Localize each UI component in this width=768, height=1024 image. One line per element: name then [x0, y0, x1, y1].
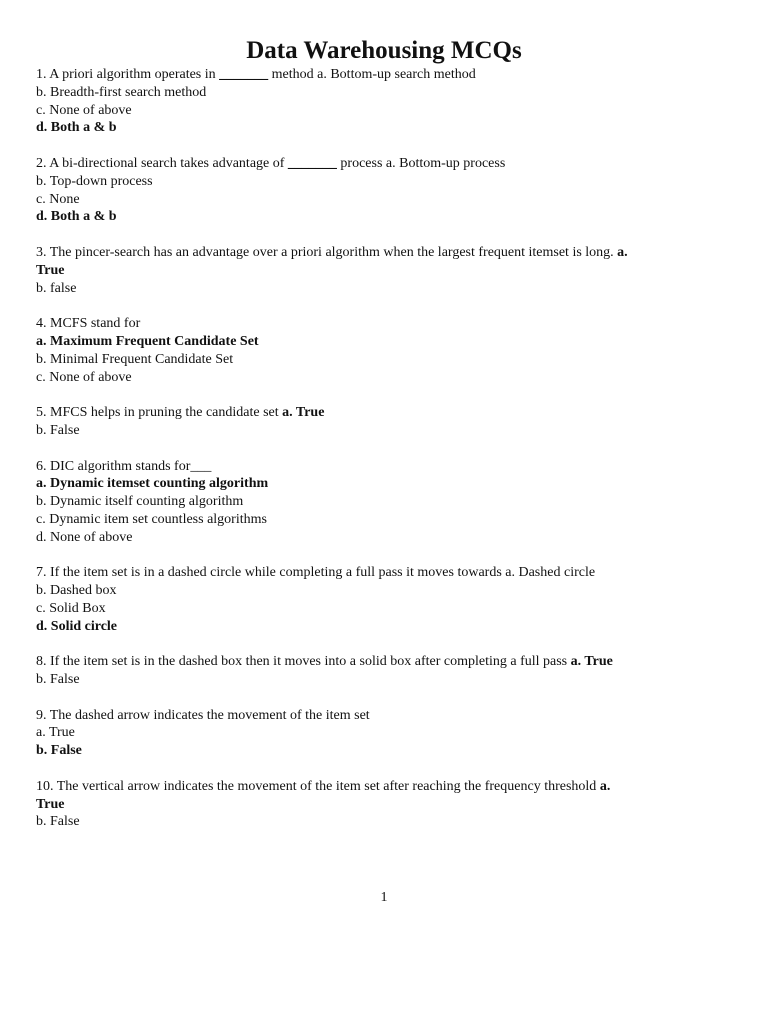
- question-10: [36, 778, 736, 831]
- document-title: Data Warehousing MCQs: [246, 37, 522, 64]
- question-4-answer: a. Maximum Frequent Candidate Set: [36, 333, 259, 349]
- question-7-stem: 7. If the item set is in a dashed circle while completing a full pass it moves towards a. Dashed circle: [36, 565, 596, 581]
- question-3-answer: True: [36, 262, 65, 278]
- question-3-answer-letter: a.: [617, 244, 628, 260]
- question-3: [36, 244, 736, 297]
- question-9: [36, 707, 736, 760]
- question-7-option-b: b. Dashed box: [36, 583, 117, 599]
- question-5-stem: [36, 404, 736, 422]
- question-1-answer: d. Both a & b: [36, 120, 117, 136]
- page-number: 1: [380, 890, 388, 905]
- question-9-option-a: a. True: [36, 725, 75, 741]
- question-5-option-b: b. False: [36, 422, 80, 438]
- question-4: [36, 315, 736, 386]
- question-1-stem: [36, 66, 736, 84]
- question-7-option-c: c. Solid Box: [36, 600, 106, 616]
- question-3-stem-text: 3. The pincer-search has an advantage over a priori algorithm when the largest frequent itemset is long.: [36, 244, 618, 260]
- question-2-option-b: b. Top-down process: [36, 173, 153, 189]
- question-10-option-b: b. False: [36, 814, 80, 830]
- question-10-answer-letter: a.: [599, 778, 611, 794]
- question-2-stem-pre: 2. A bi-directional search takes advantage of: [36, 155, 288, 171]
- question-10-stem-text: 10. The vertical arrow indicates the movement of the item set after reaching the frequency threshold: [36, 778, 600, 794]
- question-6-stem: 6. DIC algorithm stands for___: [36, 458, 212, 474]
- question-list: [36, 66, 736, 849]
- question-1-blank: _______: [219, 67, 269, 82]
- question-2: [36, 155, 736, 226]
- question-9-stem: 9. The dashed arrow indicates the movement of the item set: [36, 707, 370, 723]
- question-2-answer: d. Both a & b: [36, 209, 117, 225]
- question-8-stem: [36, 653, 736, 671]
- question-2-stem-post: process a. Bottom-up process: [336, 155, 506, 171]
- question-4-stem: 4. MCFS stand for: [36, 316, 141, 332]
- question-2-option-c: c. None: [36, 191, 80, 207]
- question-8-answer: a. True: [570, 654, 613, 670]
- question-6-option-d: d. None of above: [36, 529, 133, 545]
- question-3-option-b: b. false: [36, 280, 77, 296]
- question-8-stem-text: 8. If the item set is in the dashed box then it moves into a solid box after completing a full pass: [36, 654, 571, 670]
- question-8-option-b: b. False: [36, 672, 80, 688]
- question-4-option-c: c. None of above: [36, 369, 132, 385]
- question-10-stem: [36, 778, 736, 796]
- question-3-stem: [36, 244, 736, 262]
- question-1-stem-pre: 1. A priori algorithm operates in: [36, 67, 220, 82]
- question-7-answer: d. Solid circle: [36, 618, 118, 634]
- question-5: [36, 404, 736, 440]
- question-1-option-b: b. Breadth-first search method: [36, 84, 207, 100]
- question-1: [36, 66, 736, 137]
- question-6-answer: a. Dynamic itemset counting algorithm: [36, 476, 269, 492]
- question-4-option-b: b. Minimal Frequent Candidate Set: [36, 351, 234, 367]
- question-2-blank: _______: [287, 155, 337, 171]
- question-5-stem-text: 5. MFCS helps in pruning the candidate set: [36, 405, 283, 421]
- question-6-option-b: b. Dynamic itself counting algorithm: [36, 494, 244, 510]
- question-1-option-c: c. None of above: [36, 102, 132, 118]
- question-5-answer: a. True: [282, 405, 325, 421]
- question-2-stem: [36, 155, 736, 173]
- question-7: [36, 564, 736, 635]
- question-1-stem-post: method a. Bottom-up search method: [268, 67, 476, 82]
- question-10-answer: True: [36, 796, 65, 812]
- question-8: [36, 653, 736, 689]
- question-6-option-c: c. Dynamic item set countless algorithms: [36, 511, 267, 527]
- question-6: [36, 458, 736, 547]
- question-9-answer: b. False: [36, 743, 82, 759]
